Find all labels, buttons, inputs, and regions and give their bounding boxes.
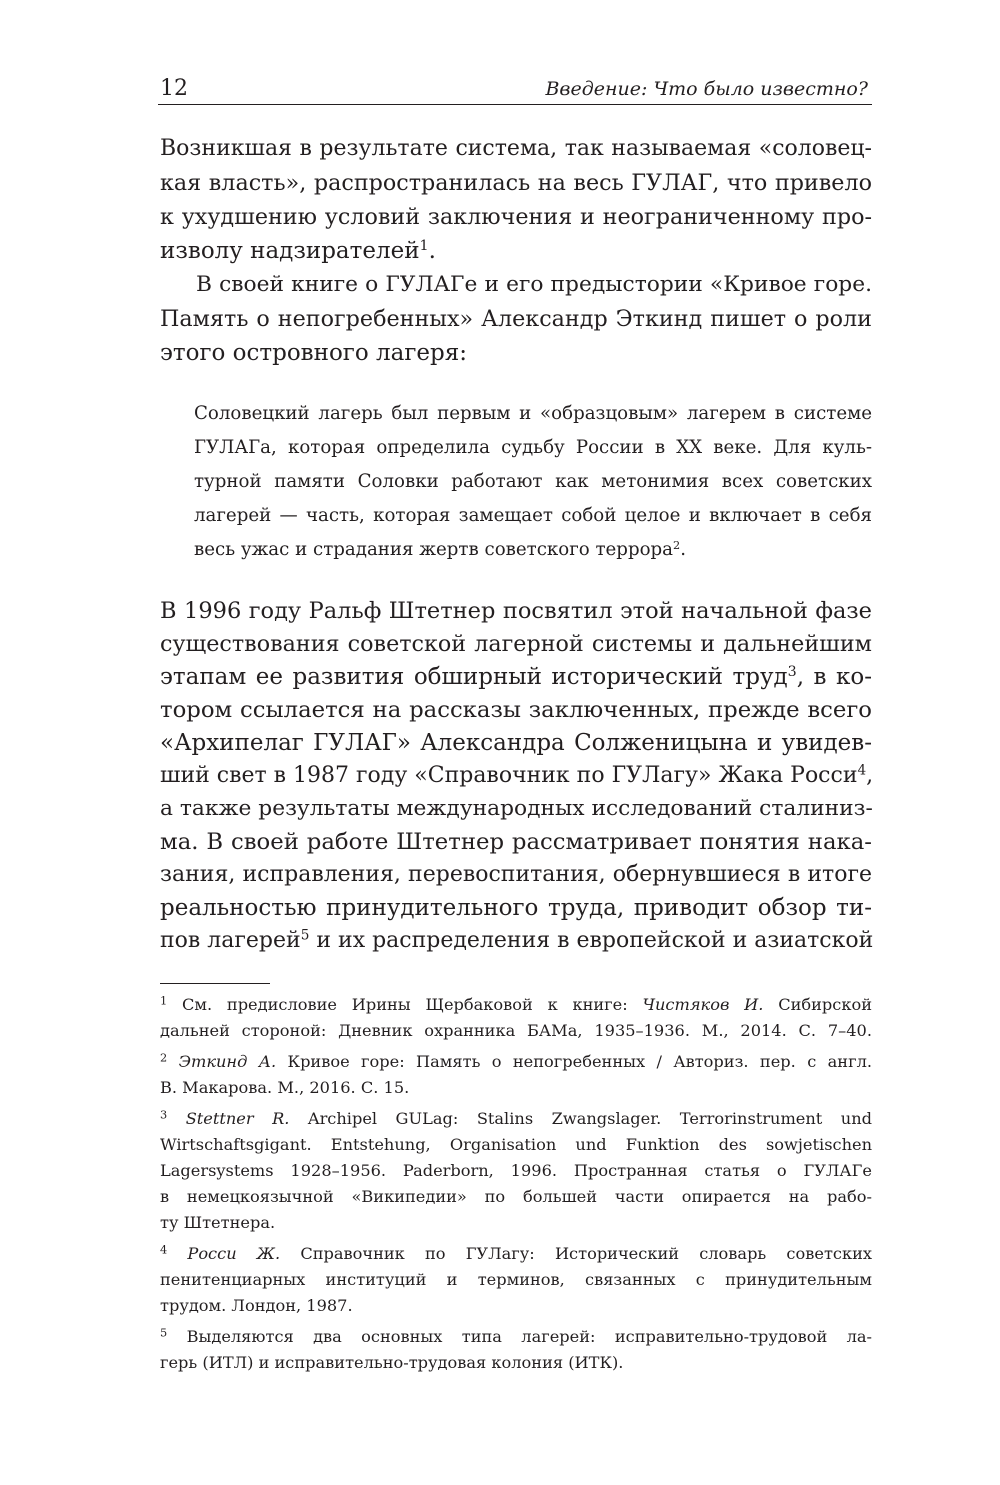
footnote-line: пенитенциарных институций и терминов, связанных с принудительным	[160, 1270, 872, 1289]
text-line: этапам ее развития обширный исторический труд$^3$, в ко-	[160, 664, 872, 690]
quote-line: весь ужас и страдания жертв советского террора$^2$.	[194, 538, 686, 560]
running-title: Введение: Что было известно?	[545, 78, 868, 100]
footnote-line: в немецкоязычной «Википедии» по большей части опирается на рабо-	[160, 1187, 872, 1206]
text-line: существования советской лагерной системы и дальнейшим	[160, 631, 872, 657]
quote-line: Соловецкий лагерь был первым и «образцовым» лагерем в системе	[194, 403, 872, 424]
footnote-ref[interactable]: 5	[300, 927, 310, 944]
text-line: изволу надзирателей$^1$.	[160, 238, 436, 264]
text-line: В своей книге о ГУЛАГе и его предыстории «Кривое горе.	[196, 272, 872, 297]
text-line: пов лагерей$^5$ и их распределения в европейской и азиатской	[160, 927, 874, 953]
footnote-line: трудом. Лондон, 1987.	[160, 1296, 353, 1315]
text-line: Память о непогребенных» Александр Эткинд пишет о роли	[160, 306, 872, 332]
running-header	[160, 76, 872, 104]
footnote-ref[interactable]: 3	[787, 664, 797, 681]
text-line: «Архипелаг ГУЛАГ» Александра Солженицына и увидев-	[160, 730, 872, 756]
footnote-ref[interactable]: 2	[673, 538, 681, 552]
footnote-number: 3	[160, 1107, 168, 1122]
footnote-ref[interactable]: 4	[857, 762, 867, 779]
footnote-line: ту Штетнера.	[160, 1213, 276, 1232]
text-line: к ухудшению условий заключения и неограниченному про-	[160, 204, 872, 230]
footnote-line: Wirtschaftsgigant. Entstehung, Organisation und Funktion des sowjetischen	[160, 1135, 872, 1154]
header-rule	[158, 104, 872, 105]
page-number: 12	[160, 76, 188, 101]
footnote-line: дальней стороной: Дневник охранника БАМа, 1935–1936. М., 2014. С. 7–40.	[160, 1021, 872, 1040]
text-line: а также результаты международных исследований сталиниз-	[160, 796, 873, 821]
footnote-line: $^5$ Выделяются два основных типа лагерей: исправительно-трудовой ла-	[160, 1325, 872, 1346]
quote-line: лагерей — часть, которая замещает собой целое и включает в себя	[194, 505, 872, 526]
text-line: В 1996 году Ральф Штетнер посвятил этой начальной фазе	[160, 598, 872, 624]
text-line: этого островного лагеря:	[160, 340, 467, 366]
footnote-line: Lagersystems 1928–1956. Paderborn, 1996. Пространная статья о ГУЛАГе	[160, 1161, 872, 1180]
footnote-ref[interactable]: 1	[419, 238, 429, 255]
footnote-number: 4	[160, 1242, 168, 1257]
text-line: реальностью принудительного труда, приводит обзор ти-	[160, 895, 872, 921]
quote-line: ГУЛАГа, которая определила судьбу России в XX веке. Для куль-	[194, 437, 872, 458]
footnote-line: В. Макарова. М., 2016. С. 15.	[160, 1078, 410, 1097]
footnote-line: $^3$ Stettner R. Archipel GULag: Stalins Zwangslager. Terrorinstrument und	[160, 1107, 872, 1128]
footnote-number: 2	[160, 1050, 168, 1065]
footnote-rule	[160, 983, 270, 984]
text-line: зания, исправления, перевоспитания, обернувшиеся в итоге	[160, 862, 872, 887]
footnote-number: 5	[160, 1325, 168, 1340]
footnote-line: $^2$ Эткинд А. Кривое горе: Память о непогребенных / Авториз. пер. с англ.	[160, 1050, 872, 1071]
footnote-line: $^4$ Росси Ж. Справочник по ГУЛагу: Исторический словарь советских	[160, 1242, 872, 1263]
footnote-line: герь (ИТЛ) и исправительно-трудовая колония (ИТК).	[160, 1353, 624, 1372]
text-line: тором ссылается на рассказы заключенных, прежде всего	[160, 697, 872, 723]
quote-line: турной памяти Соловки работают как метонимия всех советских	[194, 471, 872, 492]
text-line: ма. В своей работе Штетнер рассматривает понятия нака-	[160, 829, 872, 855]
text-line: ший свет в 1987 году «Справочник по ГУЛагу» Жака Росси$^4$,	[160, 762, 874, 788]
footnote-line: $^1$ См. предисловие Ирины Щербаковой к книге: Чистяков И. Сибирской	[160, 993, 872, 1014]
text-line: Возникшая в результате система, так называемая «соловец-	[160, 136, 872, 161]
text-line: кая власть», распространилась на весь ГУЛАГ, что привело	[160, 170, 872, 196]
footnote-number: 1	[160, 993, 168, 1008]
